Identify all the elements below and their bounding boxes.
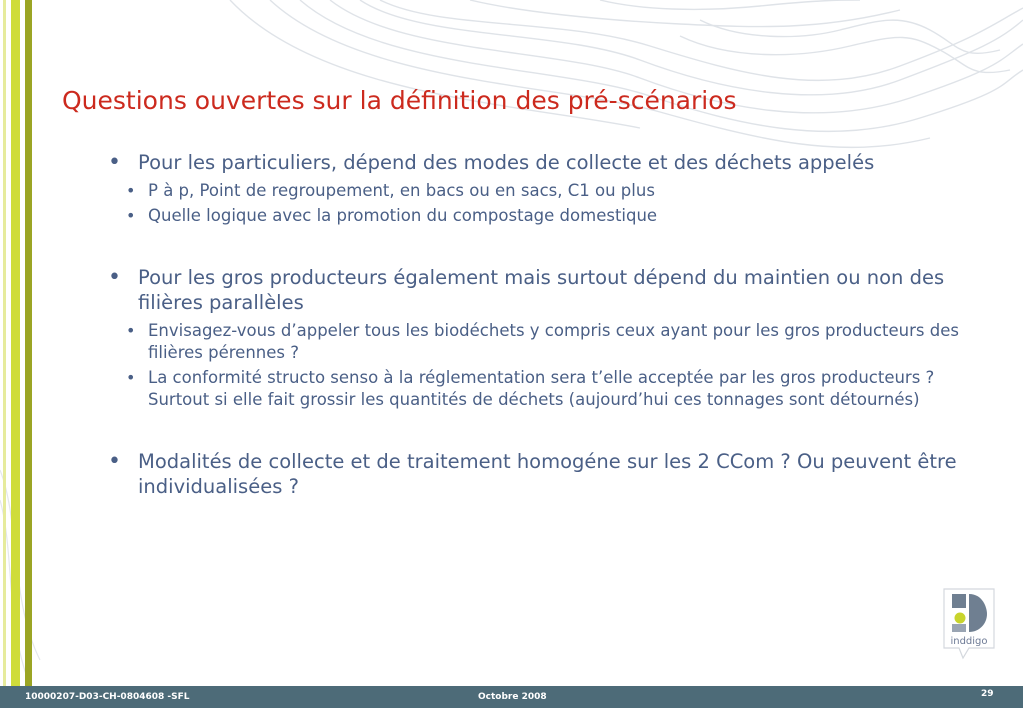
sub-bullet-dot-icon: • bbox=[126, 181, 136, 200]
sub-bullet-text: P à p, Point de regroupement, en bacs ou en sacs, C1 ou plus bbox=[148, 181, 655, 200]
bullet-dot-icon: • bbox=[108, 449, 121, 474]
page-number: 29 bbox=[981, 689, 994, 699]
inddigo-logo bbox=[943, 588, 995, 660]
bullet-item bbox=[108, 449, 968, 499]
sub-bullet-text: Quelle logique avec la promotion du compostage domestique bbox=[148, 206, 658, 225]
bullet-item bbox=[108, 265, 968, 315]
bullet-dot-icon: • bbox=[108, 150, 121, 175]
sub-bullet-list bbox=[108, 180, 968, 227]
inddigo-logo-icon bbox=[943, 588, 995, 660]
bullet-list bbox=[108, 150, 968, 499]
sub-bullet-item bbox=[108, 180, 968, 202]
bullet-item bbox=[108, 150, 968, 175]
sub-bullet-text: Envisagez-vous d’appeler tous les biodéchets y compris ceux ayant pour les gros producteurs des filières pérennes ? bbox=[148, 321, 959, 362]
sub-bullet-item bbox=[108, 367, 968, 411]
sub-bullet-dot-icon: • bbox=[126, 321, 136, 340]
document-date: Octobre 2008 bbox=[478, 692, 547, 702]
bullet-text: Pour les gros producteurs également mais surtout dépend du maintien ou non des filières parallèles bbox=[138, 266, 945, 314]
bullet-text: Modalités de collecte et de traitement homogéne sur les 2 CCom ? Ou peuvent être individualisées ? bbox=[138, 450, 957, 498]
bullet-dot-icon: • bbox=[108, 265, 121, 290]
accent-bar-olive bbox=[25, 0, 32, 686]
footer-bar bbox=[0, 686, 1023, 708]
logo-wordmark: inddigo bbox=[950, 636, 988, 647]
slide-title: Questions ouvertes sur la définition des pré-scénarios bbox=[62, 86, 737, 115]
accent-bar-thin bbox=[3, 0, 6, 686]
accent-bar-lime bbox=[11, 0, 20, 686]
sub-bullet-dot-icon: • bbox=[126, 368, 136, 387]
document-reference: 10000207-D03-CH-0804608 -SFL bbox=[25, 692, 190, 702]
sub-bullet-item bbox=[108, 205, 968, 227]
sub-bullet-list bbox=[108, 320, 968, 411]
sub-bullet-dot-icon: • bbox=[126, 206, 136, 225]
bullet-text: Pour les particuliers, dépend des modes de collecte et des déchets appelés bbox=[138, 151, 875, 174]
sub-bullet-text: La conformité structo senso à la réglementation sera t’elle acceptée par les gros producteurs ? Surtout si elle fait grossir les quantités de déchets (aujourd’hui ces tonnages sont détournés) bbox=[148, 368, 935, 409]
sub-bullet-item bbox=[108, 320, 968, 364]
